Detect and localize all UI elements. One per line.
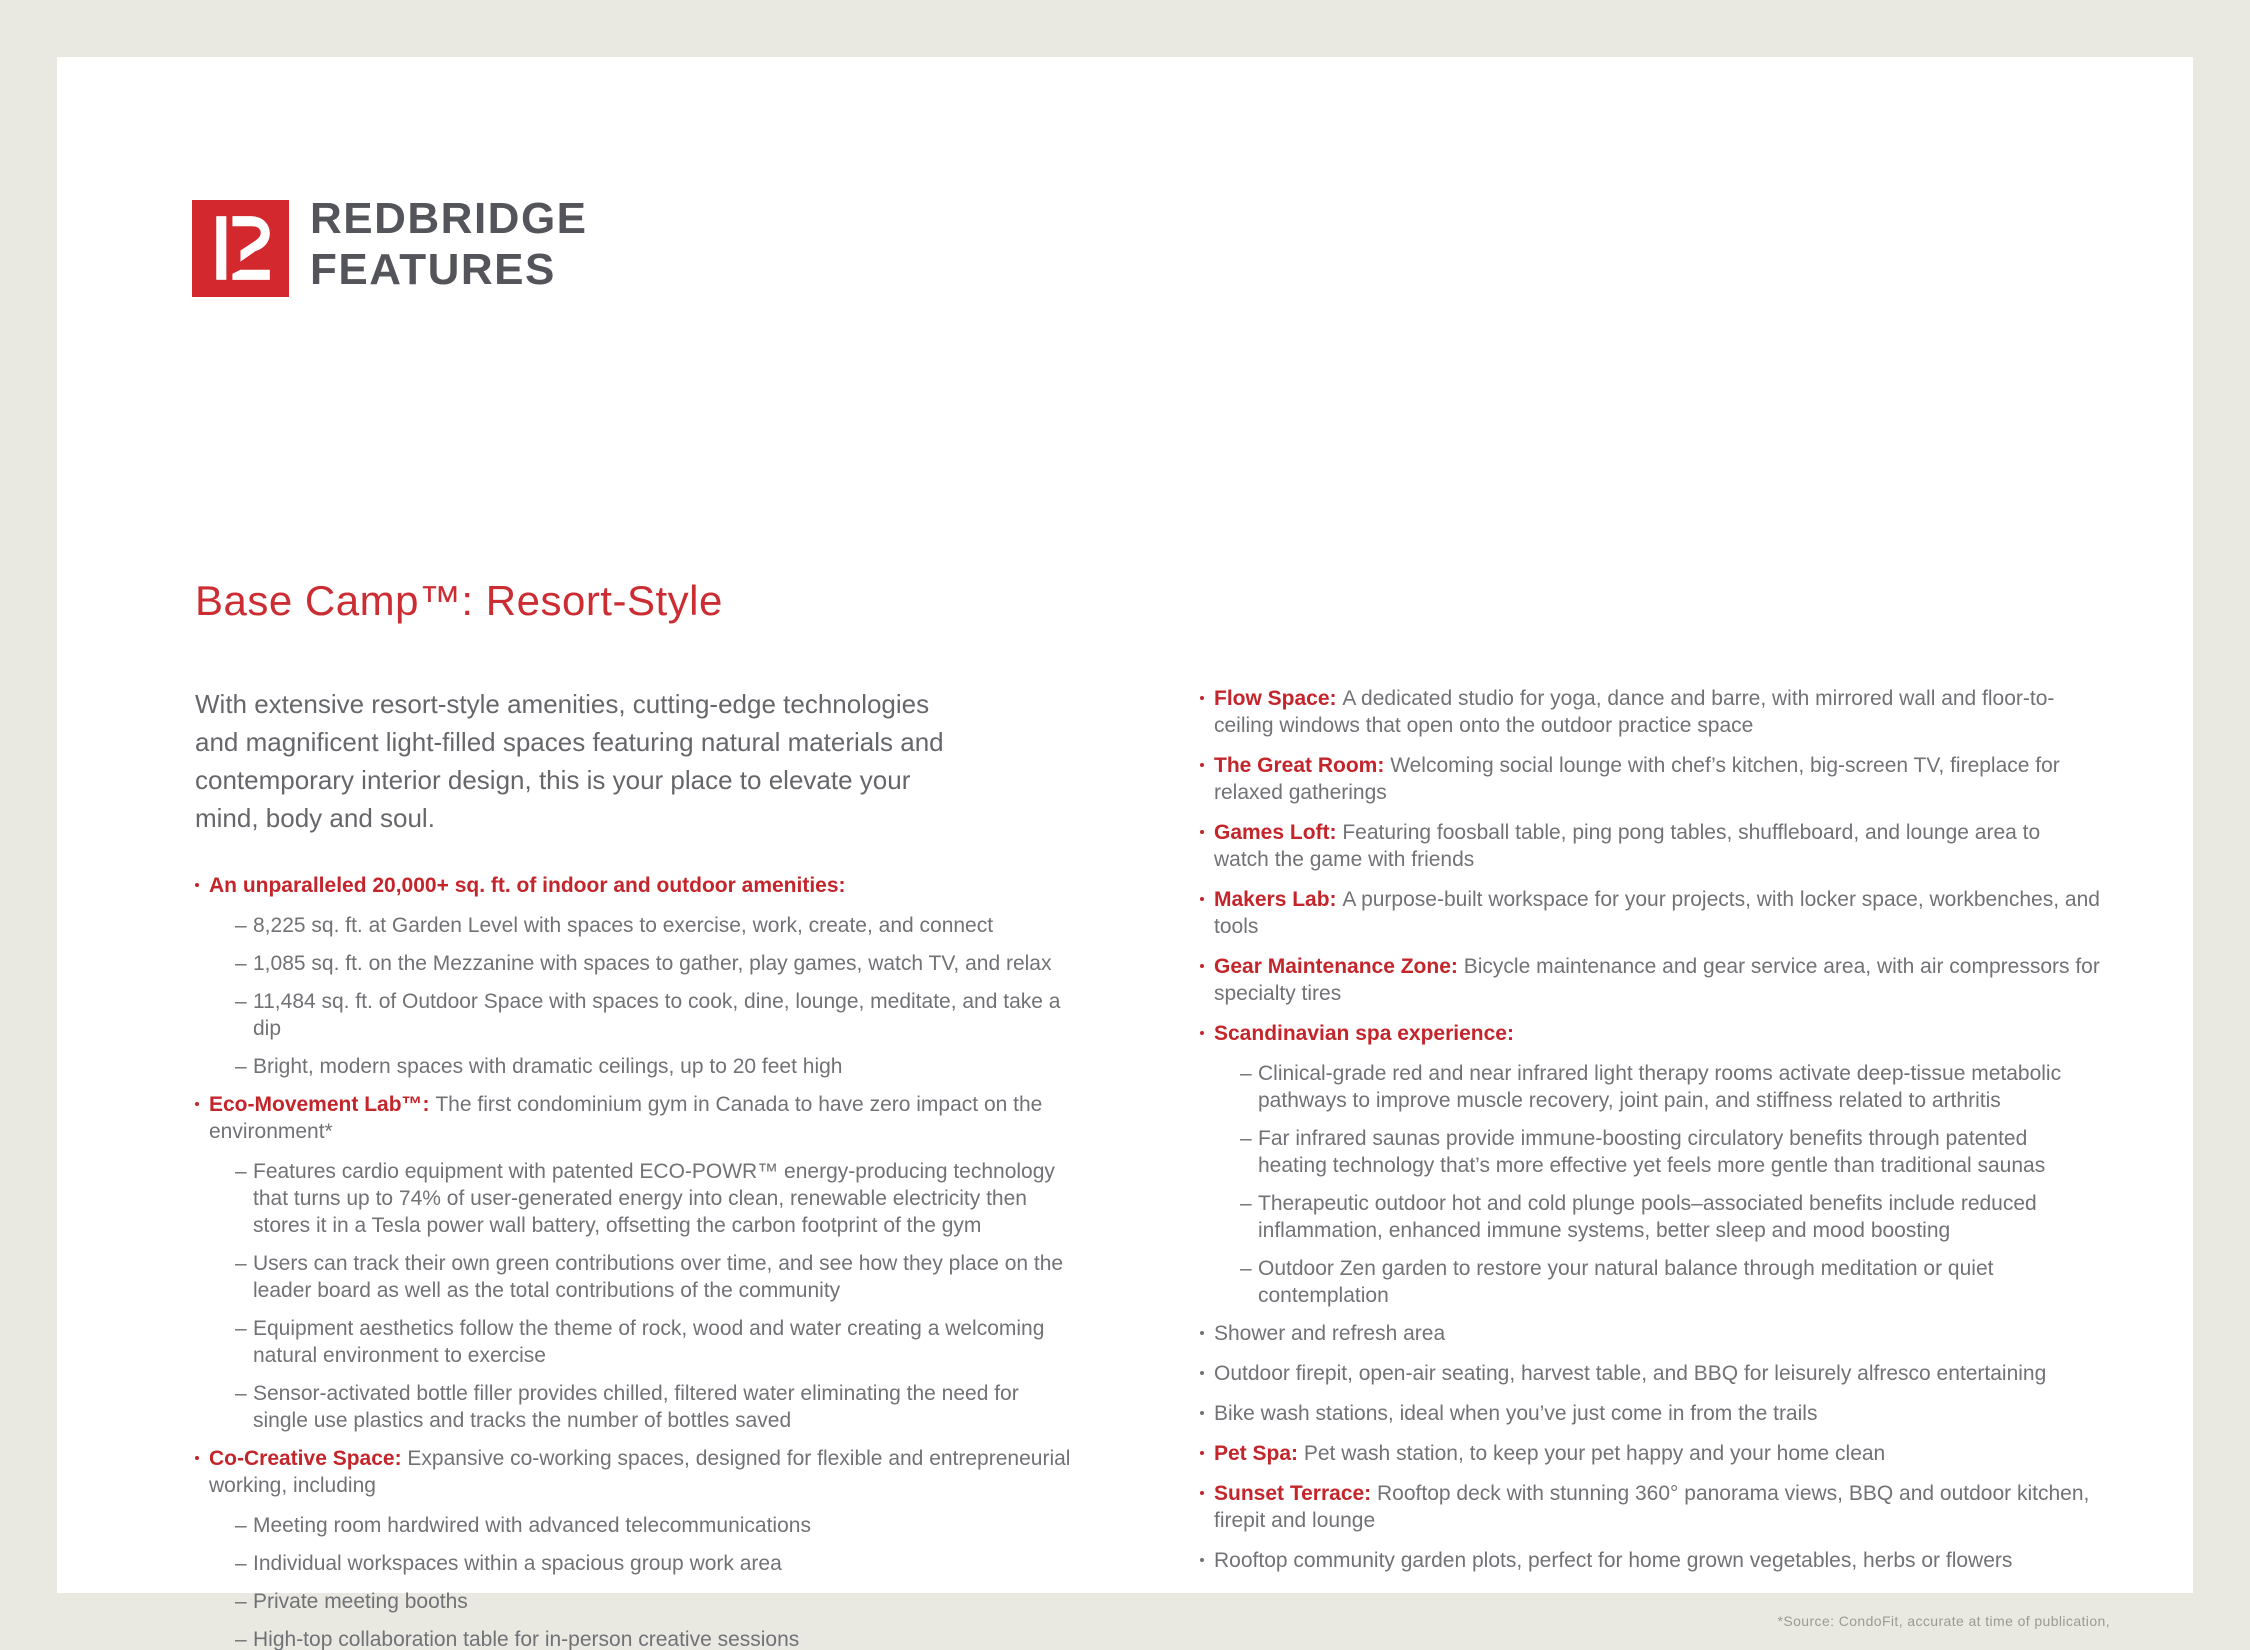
dash-bullet-icon: –: [235, 1055, 247, 1078]
bullet-dot-icon: [1200, 1400, 1214, 1427]
dash-bullet-icon: –: [235, 952, 247, 975]
intro-paragraph: With extensive resort-style amenities, cutting-edge technologies and magnificent light-filled spaces featuring natural materials and contemporary interior design, this is your place to elevate your mind, body and soul.: [195, 689, 944, 833]
feature-sub-text: 8,225 sq. ft. at Garden Level with spaces to exercise, work, create, and connect: [253, 914, 994, 937]
bullet-dot-icon: [1200, 1547, 1214, 1574]
feature-lead: Scandinavian spa experience:: [1214, 1022, 1514, 1045]
feature-sub-text: 1,085 sq. ft. on the Mezzanine with spaces to gather, play games, watch TV, and relax: [253, 952, 1052, 975]
feature-item: [1200, 685, 2100, 739]
feature-item: [195, 872, 1075, 899]
feature-text: Games Loft: Featuring foosball table, ping pong tables, shuffleboard, and lounge area to watch the game with friends: [1214, 821, 2041, 871]
dash-bullet-icon: –: [235, 1590, 247, 1613]
bullet-dot-icon: [1200, 1320, 1214, 1347]
feature-sub-item: [235, 1512, 1075, 1539]
feature-text: Gear Maintenance Zone: Bicycle maintenance and gear service area, with air compressors for specialty tires: [1214, 955, 2100, 1005]
feature-sub-text: Equipment aesthetics follow the theme of rock, wood and water creating a welcoming natural environment to exercise: [253, 1317, 1045, 1367]
dash-bullet-icon: –: [1240, 1127, 1252, 1150]
feature-text: Eco-Movement Lab™: The first condominium gym in Canada to have zero impact on the environment*: [209, 1093, 1043, 1143]
feature-item: [1200, 886, 2100, 940]
brand-wordmark: [310, 193, 588, 295]
bullet-dot-icon: [1200, 1480, 1214, 1534]
feature-sub-item: [1240, 1060, 2100, 1114]
feature-item: [1200, 953, 2100, 1007]
feature-sub-item: [235, 988, 1075, 1042]
feature-item: [1200, 1020, 2100, 1047]
brand-wordmark-line2: FEATURES: [310, 245, 556, 294]
feature-sub-text: Bright, modern spaces with dramatic ceilings, up to 20 feet high: [253, 1055, 843, 1078]
feature-text: Sunset Terrace: Rooftop deck with stunning 360° panorama views, BBQ and outdoor kitchen, firepit and lounge: [1214, 1482, 2090, 1532]
feature-text: Makers Lab: A purpose-built workspace for your projects, with locker space, workbenches, and tools: [1214, 888, 2100, 938]
feature-item: [195, 1445, 1075, 1499]
feature-sub-text: Clinical-grade red and near infrared light therapy rooms activate deep-tissue metabolic pathways to improve muscle recovery, joint pain, and stiffness related to arthritis: [1258, 1062, 2062, 1112]
content-card: [57, 57, 2193, 1650]
dash-bullet-icon: –: [235, 1317, 247, 1340]
feature-item: [1200, 1360, 2100, 1387]
feature-sub-text: Therapeutic outdoor hot and cold plunge pools–associated benefits include reduced inflammation, enhanced immune systems, better sleep and mood boosting: [1258, 1192, 2037, 1242]
dash-bullet-icon: –: [235, 1252, 247, 1275]
feature-text: Bike wash stations, ideal when you’ve just come in from the trails: [1214, 1402, 1818, 1425]
feature-sub-item: [235, 1588, 1075, 1615]
features-left-column: [195, 872, 1075, 1650]
feature-text: The Great Room: Welcoming social lounge with chef’s kitchen, big-screen TV, fireplace for relaxed gatherings: [1214, 754, 2060, 804]
bullet-dot-icon: [1200, 1020, 1214, 1047]
feature-sub-text: Users can track their own green contributions over time, and see how they place on the leader board as well as the total contributions of the community: [253, 1252, 1064, 1302]
bullet-dot-icon: [1200, 752, 1214, 806]
feature-item: [195, 1091, 1075, 1145]
feature-lead: An unparalleled 20,000+ sq. ft. of indoor and outdoor amenities:: [209, 874, 846, 897]
feature-sub-item: [235, 1053, 1075, 1080]
feature-sub-text: Individual workspaces within a spacious group work area: [253, 1552, 782, 1575]
feature-sub-text: High-top collaboration table for in-person creative sessions: [253, 1628, 800, 1650]
feature-text: Pet Spa: Pet wash station, to keep your pet happy and your home clean: [1214, 1442, 1886, 1465]
footnote: *Source: CondoFit, accurate at time of publication,: [1777, 1613, 2110, 1629]
feature-sub-item: [235, 912, 1075, 939]
feature-lead: Co-Creative Space:: [209, 1447, 408, 1470]
feature-item: [1200, 1400, 2100, 1427]
features-right-column: [1200, 685, 2100, 1587]
feature-sub-text: Outdoor Zen garden to restore your natural balance through meditation or quiet contemplation: [1258, 1257, 1994, 1307]
feature-sub-item: [1240, 1255, 2100, 1309]
feature-item: [1200, 1480, 2100, 1534]
feature-lead: Games Loft:: [1214, 821, 1343, 844]
feature-text: Rooftop community garden plots, perfect for home grown vegetables, herbs or flowers: [1214, 1549, 2013, 1572]
bullet-dot-icon: [1200, 685, 1214, 739]
feature-sub-item: [235, 1550, 1075, 1577]
feature-lead: Gear Maintenance Zone:: [1214, 955, 1464, 978]
feature-lead: Pet Spa:: [1214, 1442, 1304, 1465]
feature-item: [1200, 819, 2100, 873]
dash-bullet-icon: –: [235, 1160, 247, 1183]
feature-lead: Eco-Movement Lab™:: [209, 1093, 436, 1116]
bullet-dot-icon: [1200, 953, 1214, 1007]
feature-lead: Flow Space:: [1214, 687, 1343, 710]
feature-sub-item: [235, 1158, 1075, 1239]
dash-bullet-icon: –: [235, 1552, 247, 1575]
feature-sub-item: [235, 1250, 1075, 1304]
bullet-dot-icon: [195, 1091, 209, 1145]
bullet-dot-icon: [1200, 819, 1214, 873]
feature-text: Shower and refresh area: [1214, 1322, 1446, 1345]
feature-text: [209, 872, 846, 899]
feature-sub-item: [235, 1380, 1075, 1434]
feature-text: Outdoor firepit, open-air seating, harvest table, and BBQ for leisurely alfresco entertaining: [1214, 1362, 2047, 1385]
dash-bullet-icon: –: [1240, 1257, 1252, 1280]
feature-sub-text: Sensor-activated bottle filler provides chilled, filtered water eliminating the need for single use plastics and tracks the number of bottles saved: [253, 1382, 1019, 1432]
feature-sub-item: [1240, 1190, 2100, 1244]
feature-sub-text: 11,484 sq. ft. of Outdoor Space with spaces to cook, dine, lounge, meditate, and take a dip: [253, 990, 1061, 1040]
dash-bullet-icon: –: [235, 990, 247, 1013]
feature-sub-item: [235, 950, 1075, 977]
dash-bullet-icon: –: [1240, 1192, 1252, 1215]
bullet-dot-icon: [1200, 1440, 1214, 1467]
feature-lead: Sunset Terrace:: [1214, 1482, 1378, 1505]
feature-sub-text: Far infrared saunas provide immune-boosting circulatory benefits through patented heating technology that’s more effective yet feels more gentle than traditional saunas: [1258, 1127, 2046, 1177]
redbridge-r-logo-icon: [192, 200, 289, 297]
dash-bullet-icon: –: [1240, 1062, 1252, 1085]
bullet-dot-icon: [195, 1445, 209, 1499]
feature-sub-text: Meeting room hardwired with advanced telecommunications: [253, 1514, 811, 1537]
dash-bullet-icon: –: [235, 1628, 247, 1650]
feature-item: [1200, 752, 2100, 806]
bullet-dot-icon: [1200, 886, 1214, 940]
feature-sub-item: [235, 1315, 1075, 1369]
feature-item: [1200, 1440, 2100, 1467]
feature-sub-item: [1240, 1125, 2100, 1179]
dash-bullet-icon: –: [235, 1514, 247, 1537]
bullet-dot-icon: [1200, 1360, 1214, 1387]
feature-lead: Makers Lab:: [1214, 888, 1343, 911]
feature-item: [1200, 1320, 2100, 1347]
dash-bullet-icon: –: [235, 1382, 247, 1405]
feature-text: [1214, 1020, 1514, 1047]
feature-item: [1200, 1547, 2100, 1574]
feature-lead: The Great Room:: [1214, 754, 1391, 777]
feature-sub-text: Private meeting booths: [253, 1590, 468, 1613]
dash-bullet-icon: –: [235, 914, 247, 937]
feature-text: Co-Creative Space: Expansive co-working spaces, designed for flexible and entrepreneurial working, including: [209, 1447, 1071, 1497]
bullet-dot-icon: [195, 872, 209, 899]
brand-wordmark-line1: REDBRIDGE: [310, 194, 588, 243]
page-title: Base Camp™: Resort-Style: [195, 577, 723, 624]
feature-sub-text: Features cardio equipment with patented ECO-POWR™ energy-producing technology that turns up to 74% of user-generated energy into clean, renewable electricity then stores it in a Tesla power wall battery, offsetting the carbon footprint of the gym: [253, 1160, 1055, 1237]
feature-text: Flow Space: A dedicated studio for yoga, dance and barre, with mirrored wall and floor-to-ceiling windows that open onto the outdoor practice space: [1214, 687, 2055, 737]
feature-sub-item: [235, 1626, 1075, 1650]
